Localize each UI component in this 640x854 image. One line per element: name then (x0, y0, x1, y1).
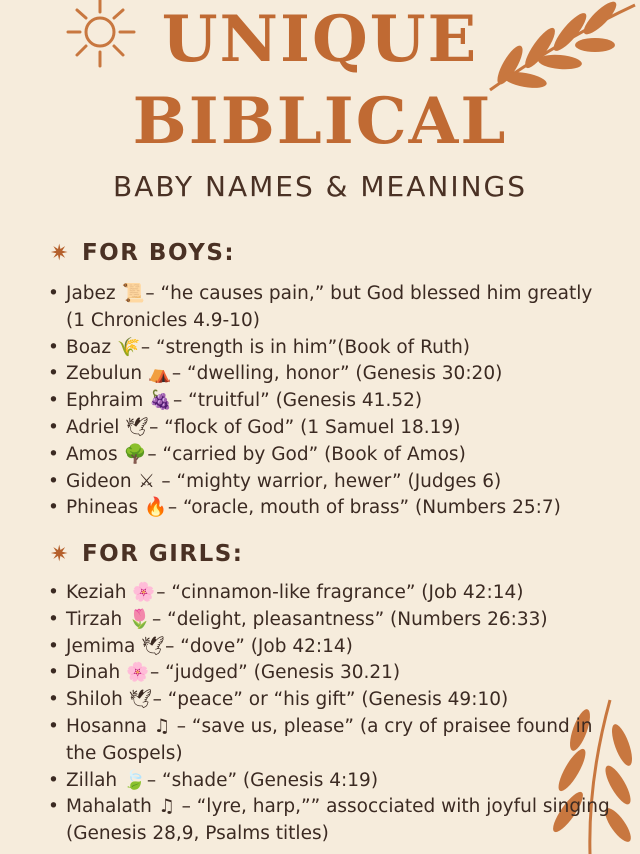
sparkle-icon: ✷ (50, 541, 70, 567)
girls-section-heading (50, 541, 243, 567)
page-subtitle: BABY NAMES & MEANINGS (112, 170, 528, 203)
tent-icon: ⛺ (148, 363, 172, 385)
wheat-icon: 🌾 (116, 336, 140, 358)
page-title-line-1: UNIQUE (161, 2, 479, 77)
name-meaning: – “shade” (Genesis 4:19) (141, 769, 379, 791)
dove-icon: 🕊 (128, 689, 153, 711)
name-meaning: – “delight, pleasantness” (Numbers 26:33) (146, 608, 548, 630)
flame-icon: 🔥 (143, 497, 168, 519)
baby-name: Ephraim (66, 390, 150, 412)
baby-name: Phineas (66, 497, 144, 519)
name-meaning: – “flock of God” (1 Samuel 18.19) (143, 416, 461, 438)
girls-heading-label: FOR GIRLS: (81, 541, 244, 567)
baby-name: Tirzah (66, 608, 129, 630)
list-item (46, 388, 616, 415)
list-item (46, 442, 616, 469)
boys-name-list (46, 281, 616, 522)
name-meaning: – “dove” (Job 42:14) (159, 635, 353, 657)
name-meaning: – “mighty warrior, hewer” (Judges 6) (155, 470, 502, 492)
list-item (46, 687, 616, 714)
name-meaning: – “truitful” (Genesis 41.52) (167, 390, 423, 412)
list-item (46, 580, 616, 607)
boys-section-heading (50, 240, 235, 266)
list-item (46, 768, 616, 795)
list-item (46, 469, 616, 496)
name-meaning: – “carried by God” (Book of Amos) (141, 443, 466, 465)
boys-heading-label: FOR BOYS: (81, 240, 236, 266)
baby-name: Dinah (66, 662, 127, 684)
leaf-icon: 🍃 (123, 769, 147, 791)
tree-icon: 🌳 (123, 443, 147, 465)
list-item (46, 794, 616, 848)
name-meaning: – “dwelling, honor” (Genesis 30:20) (166, 363, 503, 385)
baby-name: Zebulun (66, 363, 148, 385)
tulip-icon: 🌷 (128, 608, 152, 630)
name-meaning: – “judged” (Genesis 30.21) (144, 662, 401, 684)
baby-name: Boaz (66, 336, 117, 358)
page-title-line-2: BIBLICAL (132, 84, 508, 159)
list-item (46, 495, 616, 522)
swords-icon: ⚔ (138, 470, 155, 492)
baby-name: Amos (66, 443, 124, 465)
dove-icon: 🕊 (125, 416, 149, 438)
flower-icon: 🌸 (126, 662, 150, 684)
list-item (46, 714, 616, 768)
list-item (46, 415, 616, 442)
music-note-icon: ♫ (153, 715, 171, 737)
name-meaning: – “oracle, mouth of brass” (Numbers 25:7) (161, 497, 561, 519)
list-item (46, 335, 616, 362)
sparkle-icon: ✷ (50, 240, 70, 266)
list-item (46, 361, 616, 388)
list-item (46, 607, 616, 634)
scroll-icon: 📜 (121, 283, 145, 304)
name-meaning: – “strength is in him”(Book of Ruth) (134, 336, 471, 358)
list-item (46, 281, 616, 335)
name-meaning: – “peace” or “his gift” (Genesis 49:10) (146, 689, 509, 711)
baby-name: Jemima (66, 635, 142, 657)
baby-name: Shiloh (66, 689, 129, 711)
baby-name: Keziah (66, 582, 133, 603)
music-note-icon: ♫ (158, 796, 175, 818)
baby-name: Adriel (66, 416, 126, 438)
name-meaning: – “lyre, harp,”” assocciated with joyful singing (Genesis 28,9, Psalms titles) (66, 796, 610, 845)
flower-icon: 🌸 (132, 582, 156, 603)
fruit-icon: 🍇 (149, 390, 173, 412)
list-item (46, 634, 616, 661)
name-meaning: – “cinnamon-like fragrance” (Job 42:14) (150, 582, 524, 603)
name-meaning: – “save us, please” (a cry of praisee found in the Gospels) (66, 715, 593, 764)
girls-name-list (46, 580, 616, 848)
baby-name: Jabez (66, 283, 122, 304)
dove-icon: 🕊 (141, 635, 165, 657)
baby-name: Hosanna (66, 715, 153, 737)
baby-name: Zillah (66, 769, 124, 791)
baby-name: Gideon (66, 470, 138, 492)
name-meaning: – “he causes pain,” but God blessed him greatly (1 Chronicles 4.9-10) (66, 283, 593, 331)
baby-name: Mahalath (66, 796, 158, 818)
list-item (46, 660, 616, 687)
